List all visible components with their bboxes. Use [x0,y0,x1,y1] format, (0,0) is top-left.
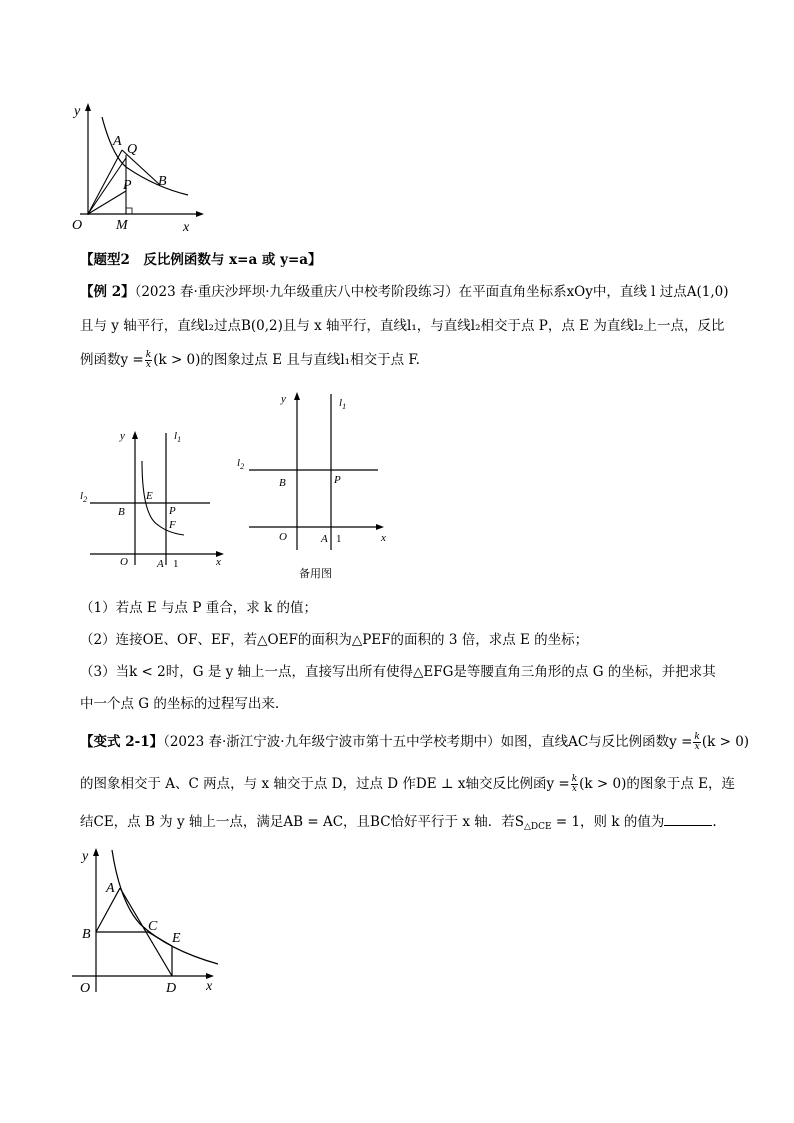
variant-line1 [80,732,749,752]
figure-4-graph [72,842,232,1002]
fig2-label-O: O [120,556,128,568]
fig4-label-O: O [80,981,91,996]
figure-3-graph [235,390,405,585]
variant-frac1-den: x [694,742,700,752]
fig1-label-A: A [113,134,122,149]
fig2-label-y: y [120,430,125,442]
fig4-label-D: D [166,981,177,996]
fig2-label-B: B [118,506,125,518]
fig3-label-x: x [381,532,386,544]
figure-2-graph [80,425,240,575]
section-title: 【题型2 反比例函数与 x=a 或 y=a】 [80,252,322,268]
fig3-label-B: B [279,477,286,489]
example2-question-3-line2: 中一个点 G 的坐标的过程写出来. [80,696,280,712]
variant-text-1b: (k > 0) [701,734,750,750]
example2-line1 [80,282,729,302]
variant-text-3-end: . [712,814,717,830]
fig3-label-one: 1 [336,533,342,545]
fig1-label-x: x [183,220,190,235]
example2-label: 【例 2】 [80,284,135,300]
example2-line2: 且与 y 轴平行，直线l₂过点B(0,2)且与 x 轴平行，直线l₁，与直线l₂相交于点 P，点 E 为直线l₂上一点，反比 [80,318,725,334]
fig4-label-B: B [82,927,91,942]
fig1-label-y: y [74,104,81,119]
fig2-label-x: x [216,556,221,568]
example2-question-2: （2）连接OE、OF、EF，若△OEF的面积为△PEF的面积的 3 倍，求点 E 的坐标； [80,632,589,648]
variant-fraction-1 [693,733,700,752]
fig4-label-A: A [106,881,115,896]
fig3-label-O: O [279,531,287,543]
fig2-y-arrow [132,431,138,439]
variant-text-2b: (k > 0)的图象于点 E，连 [579,776,735,792]
fig4-label-C: C [148,919,158,934]
fig1-label-B: B [158,174,167,189]
example2-text-1: （2023 春·重庆沙坪坝·九年级重庆八中校考阶段练习）在平面直角坐标系xOy中，直线 l 过点A(1,0) [134,284,729,300]
example2-text-3a: 例函数y = [80,352,144,368]
fig1-line-OQ [88,158,126,214]
fig1-label-O: O [72,218,83,233]
example2-fraction [145,351,152,370]
fig1-label-P: P [123,178,132,193]
example2-question-1: （1）若点 E 与点 P 重合，求 k 的值； [80,600,317,616]
fig2-label-F: F [169,519,176,531]
variant-text-1a: （2023 春·浙江宁波·九年级宁波市第十五中学校考期中）如图，直线AC与反比例函数y = [163,734,693,750]
fig3-label-l1: $l_1$ [339,397,347,411]
example2-text-3b: (k > 0)的图象过点 E 且与直线l₁相交于点 F. [153,352,420,368]
variant-text-3-sub: △DCE [523,822,552,832]
example2-frac-num: k [145,350,152,360]
fig1-line-OA [88,150,122,214]
variant-fraction-2 [571,775,578,794]
example2-line3 [80,350,420,370]
example2-frac-den: x [145,360,151,370]
fig3-label-y: y [281,393,286,405]
fig1-label-Q: Q [127,142,138,157]
variant-frac1-num: k [694,732,700,742]
fig3-x-arrow [376,524,384,530]
variant-label: 【变式 2-1】 [80,734,164,750]
fig2-label-A: A [157,558,164,570]
variant-text-3a: 结CE，点 B 为 y 轴上一点，满足AB = AC，且BC恰好平行于 x 轴．若S [80,814,524,830]
fig1-hyperbola [102,117,188,195]
fig1-right-angle-mark [126,208,132,214]
fig1-y-arrow [85,103,91,111]
fig4-line-CE [148,932,172,946]
variant-text-2a: 的图象相交于 A、C 两点，与 x 轴交于点 D，过点 D 作DE ⊥ x轴交反比例函y = [80,776,570,792]
fig4-label-E: E [172,931,181,946]
figure-1-graph [60,95,220,235]
fig3-label-l2: $l_2$ [237,457,245,471]
answer-blank[interactable] [664,813,712,826]
fig1-x-arrow [196,211,204,217]
fig2-label-P: P [169,505,176,517]
variant-frac2-num: k [571,774,578,784]
fig4-label-x: x [206,979,213,994]
fig4-y-arrow [93,848,99,856]
variant-line3 [80,812,717,837]
fig3-y-arrow [294,392,300,400]
variant-line2 [80,774,735,794]
fig4-hyperbola [112,850,218,964]
fig3-label-P: P [334,474,341,486]
fig2-label-one: 1 [173,558,179,570]
example2-question-3-line1: （3）当k < 2时，G 是 y 轴上一点，直接写出所有使得△EFG是等腰直角三角形的点 G 的坐标，并把求其 [80,664,716,680]
fig3-label-A: A [321,533,328,545]
fig3-caption: 备用图 [299,568,332,580]
fig2-label-E: E [146,490,153,502]
variant-text-3b: = 1，则 k 的值为 [551,814,665,830]
fig2-label-l1: $l_1$ [174,430,182,444]
fig2-label-l2: $l_2$ [80,490,88,504]
fig4-label-y: y [82,849,89,864]
variant-frac2-den: x [571,784,577,794]
fig1-label-M: M [116,218,128,233]
